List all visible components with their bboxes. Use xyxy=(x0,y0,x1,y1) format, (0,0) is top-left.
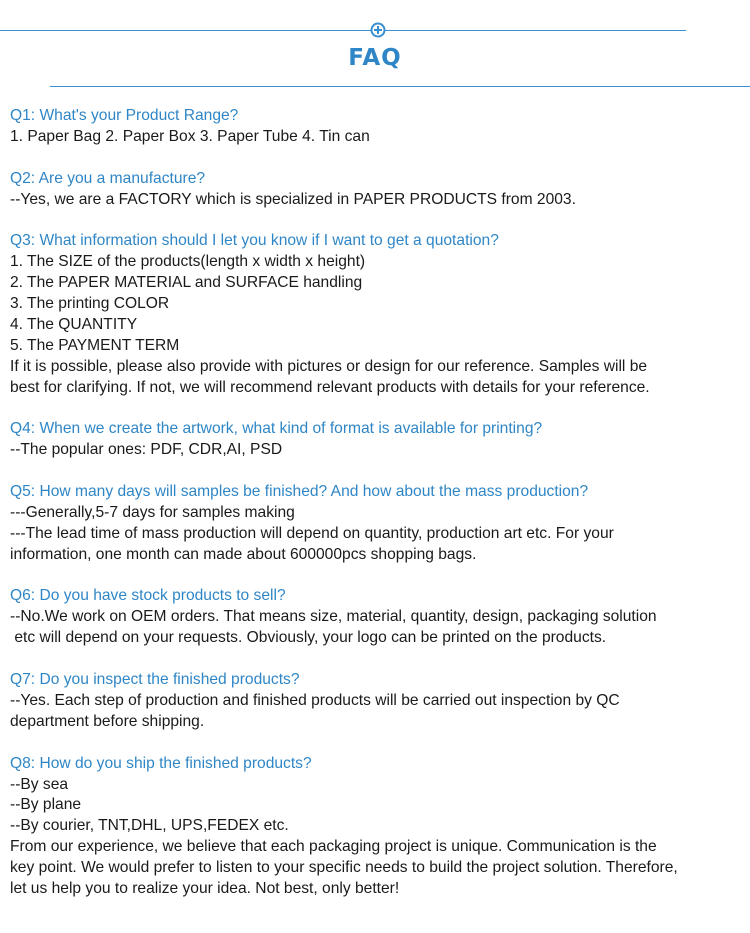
question-7: Q7: Do you inspect the finished products? xyxy=(10,671,300,689)
faq-item-8 xyxy=(10,754,745,900)
faq-list xyxy=(10,106,745,900)
answer-line: information, one month can made about 600000pcs shopping bags. xyxy=(10,545,477,563)
plus-circle-icon xyxy=(370,22,386,38)
question-6: Q6: Do you have stock products to sell? xyxy=(10,587,286,605)
faq-header xyxy=(0,0,750,95)
answer-line: ---Generally,5-7 days for samples making xyxy=(10,503,295,521)
faq-item-7 xyxy=(10,670,745,733)
answer-line: 2. The PAPER MATERIAL and SURFACE handling xyxy=(10,274,363,292)
answer-line: If it is possible, please also provide with pictures or design for our reference. Samples will be xyxy=(10,357,648,375)
faq-item-1 xyxy=(10,106,745,148)
answer-line: let us help you to realize your idea. Not best, only better! xyxy=(10,879,400,897)
faq-item-4 xyxy=(10,419,745,461)
page-title: FAQ xyxy=(348,45,402,71)
answer-line: department before shipping. xyxy=(10,712,205,730)
answer-line: 1. Paper Bag 2. Paper Box 3. Paper Tube 4. Tin can xyxy=(10,127,370,145)
question-5: Q5: How many days will samples be finished? And how about the mass production? xyxy=(10,483,589,501)
answer-line: --The popular ones: PDF, CDR,AI, PSD xyxy=(10,441,283,459)
answer-line: --By courier, TNT,DHL, UPS,FEDEX etc. xyxy=(10,817,289,835)
answer-line: 5. The PAYMENT TERM xyxy=(10,336,180,354)
answer-line: From our experience, we believe that each packaging project is unique. Communication is the xyxy=(10,838,657,856)
answer-line: 3. The printing COLOR xyxy=(10,295,170,313)
answer-line: --Yes. Each step of production and finished products will be carried out inspection by QC xyxy=(10,691,620,709)
answer-line: --By sea xyxy=(10,775,69,793)
answer-line: 1. The SIZE of the products(length x width x height) xyxy=(10,253,366,271)
answer-line: --No.We work on OEM orders. That means size, material, quantity, design, packaging solution xyxy=(10,608,657,626)
faq-item-6 xyxy=(10,586,745,649)
question-3: Q3: What information should I let you know if I want to get a quotation? xyxy=(10,232,499,250)
answer-line: --Yes, we are a FACTORY which is specialized in PAPER PRODUCTS from 2003. xyxy=(10,190,576,208)
answer-line: best for clarifying. If not, we will recommend relevant products with details for your reference. xyxy=(10,378,650,396)
answer-line: etc will depend on your requests. Obviously, your logo can be printed on the products. xyxy=(10,629,607,647)
faq-item-2 xyxy=(10,169,745,211)
question-1: Q1: What's your Product Range? xyxy=(10,107,239,124)
answer-line: key point. We would prefer to listen to your specific needs to build the project solution. Therefore, xyxy=(10,859,678,877)
top-divider xyxy=(0,30,686,31)
question-4: Q4: When we create the artwork, what kind of format is available for printing? xyxy=(10,420,543,438)
answer-line: 4. The QUANTITY xyxy=(10,315,138,333)
answer-line: --By plane xyxy=(10,796,82,814)
faq-item-3 xyxy=(10,231,745,398)
question-2: Q2: Are you a manufacture? xyxy=(10,169,206,187)
bottom-divider xyxy=(50,86,750,87)
faq-item-5 xyxy=(10,482,745,566)
question-8: Q8: How do you ship the finished products? xyxy=(10,754,312,772)
answer-line: ---The lead time of mass production will depend on quantity, production art etc. For your xyxy=(10,524,614,542)
